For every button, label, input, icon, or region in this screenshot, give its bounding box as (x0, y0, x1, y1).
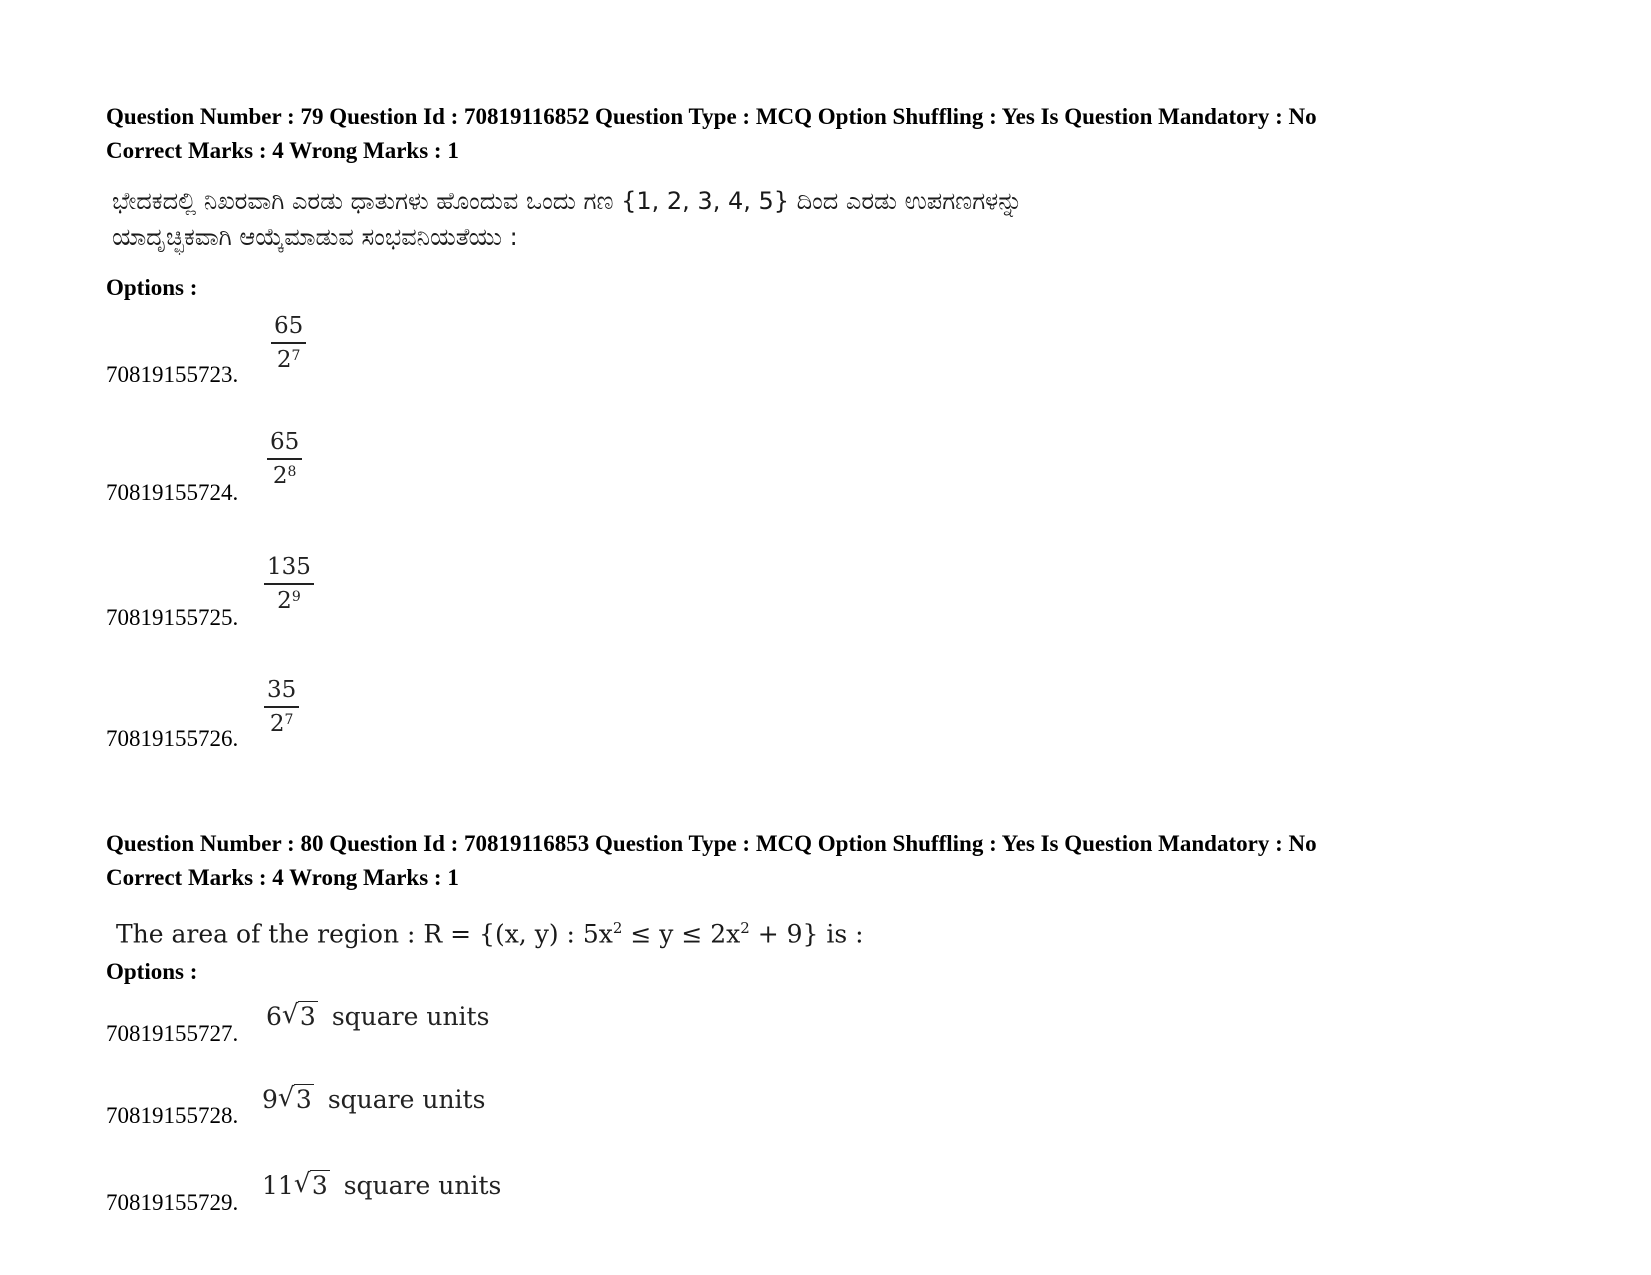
fraction-numerator: 65 (270, 429, 300, 455)
fraction-numerator: 35 (267, 677, 297, 703)
q80-option-2-expression: 9 √ 3 square units (262, 1083, 486, 1114)
q79-option-2-id: 70819155724. (106, 480, 239, 505)
fraction-denominator: $2^8$ (272, 463, 297, 489)
fraction-numerator: 65 (274, 313, 304, 339)
q79-text-line2: ಯಾದೃಚ್ಛಿಕವಾಗಿ ಆಯ್ಕೆಮಾಡುವ ಸಂಭವನಿಯತೆಯು : (112, 223, 518, 251)
q80-text: The area of the region : R = {(x, y) : $5x^2 \le y \le 2x^2 + 9$} is : (116, 919, 864, 949)
fraction-numerator: 135 (267, 554, 311, 580)
q79-option-4-fraction (264, 676, 299, 738)
q80-meta-line2: Correct Marks : 4 Wrong Marks : 1 (106, 865, 459, 890)
radical-icon: √ (293, 1169, 311, 1199)
q80-option-1-id: 70819155727. (106, 1021, 239, 1046)
q80-meta-line1: Question Number : 80 Question Id : 70819116853 Question Type : MCQ Option Shuffling : Yes Is Question Mandatory : No (106, 831, 1317, 856)
q80-option-1-expression: 6 √ 3 square units (266, 1000, 490, 1031)
q79-option-1-fraction (271, 312, 306, 374)
radical-icon: √ (281, 1000, 299, 1030)
fraction-denominator: $2^7$ (276, 347, 301, 373)
q80-option-3-expression: 11 √ 3 square units (262, 1169, 502, 1200)
q79-text-line1: ಭೇದಕದಲ್ಲಿ ನಿಖರವಾಗಿ ಎರಡು ಧಾತುಗಳು ಹೊಂದುವ ಒಂದು ಗಣ {1, 2, 3, 4, 5} ದಿಂದ ಎರಡು ಉಪಗಣಗಳನ್ನು (112, 187, 1023, 215)
q79-option-3-id: 70819155725. (106, 605, 239, 630)
q80-options-label: Options : (106, 959, 198, 984)
q79-meta-line1: Question Number : 79 Question Id : 70819116852 Question Type : MCQ Option Shuffling : Yes Is Question Mandatory : No (106, 104, 1317, 129)
q79-meta-line2: Correct Marks : 4 Wrong Marks : 1 (106, 138, 459, 163)
q79-option-2-fraction (267, 428, 302, 490)
radical-icon: √ (277, 1083, 295, 1113)
q79-option-1-id: 70819155723. (106, 362, 239, 387)
q80-option-2-id: 70819155728. (106, 1103, 239, 1128)
q79-option-4-id: 70819155726. (106, 726, 239, 751)
fraction-denominator: $2^7$ (269, 711, 294, 737)
q80-option-3-id: 70819155729. (106, 1190, 239, 1215)
fraction-denominator: $2^9$ (277, 588, 301, 614)
q79-option-3-fraction (264, 553, 314, 615)
q79-options-label: Options : (106, 275, 198, 300)
